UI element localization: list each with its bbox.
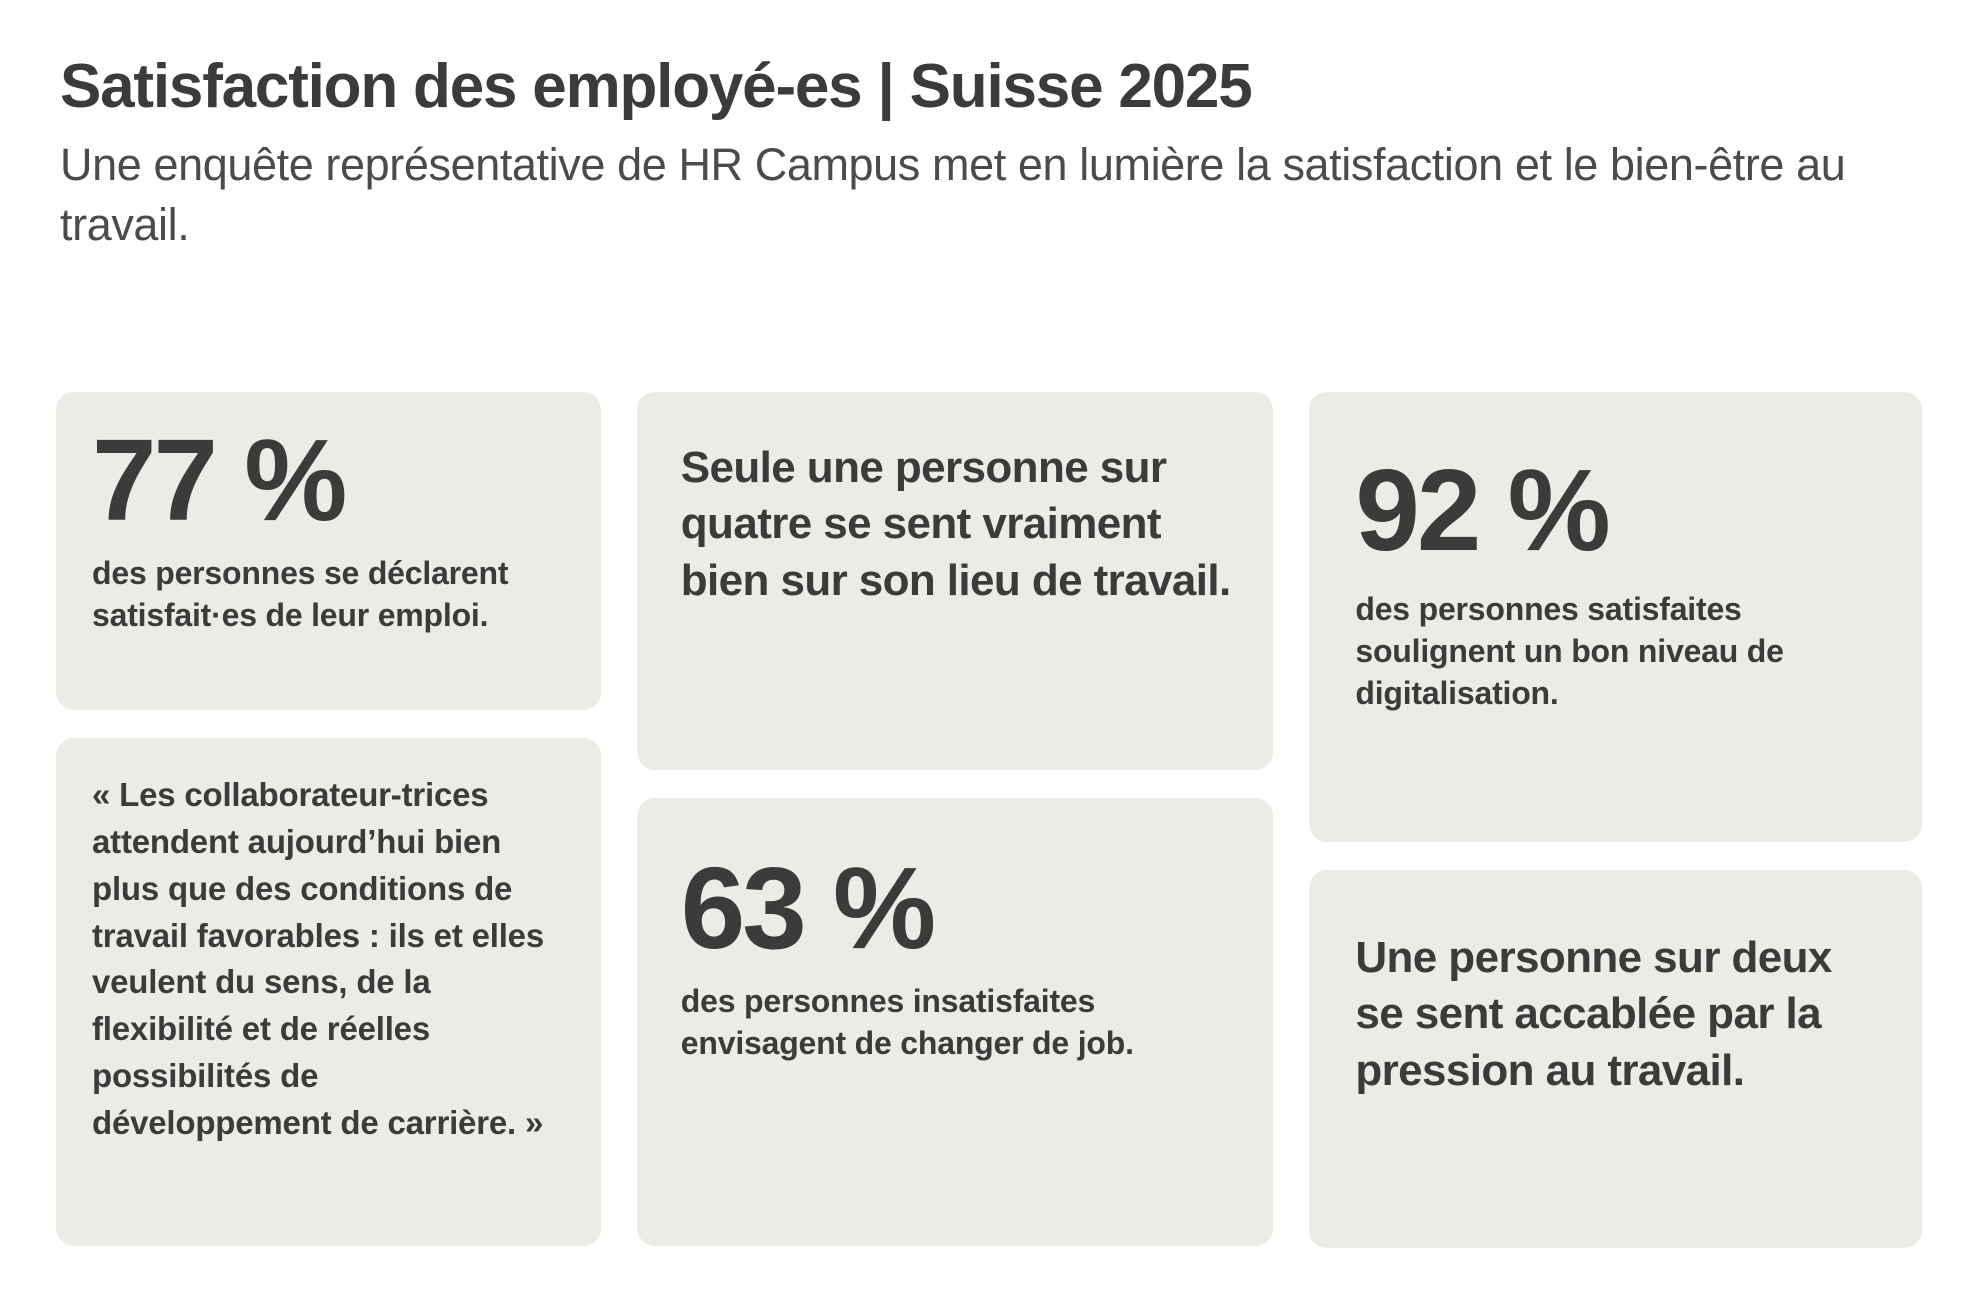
card-one-in-four xyxy=(637,392,1274,770)
card-digitalisation-value: 92 % xyxy=(1355,445,1608,575)
card-quote xyxy=(56,738,601,1246)
card-satisfied-caption: des personnes se déclarent satisfait·es de leur emploi. xyxy=(92,555,509,634)
stat-card-grid xyxy=(56,392,1922,1248)
card-digitalisation-caption: des personnes satisfaites soulignent un bon niveau de digitalisation. xyxy=(1355,591,1784,712)
card-quote-text: « Les collaborateur-trices attendent aujourd’hui bien plus que des conditions de travail favorables : ils et elles veulent du sens, de la flexibilité et de réelles possibilités de développement de carrière. » xyxy=(92,776,544,1142)
card-pressure-text: Une personne sur deux se sent accablée par la pression au travail. xyxy=(1355,933,1832,1095)
card-satisfied xyxy=(56,392,601,710)
card-job-change-caption: des personnes insatisfaites envisagent de changer de job. xyxy=(680,983,1134,1062)
card-one-in-four-text: Seule une personne sur quatre se sent vraiment bien sur son lieu de travail. xyxy=(680,443,1231,605)
page-subtitle: Une enquête représentative de HR Campus met en lumière la satisfaction et le bien-être au travail. xyxy=(60,139,1846,250)
grid-column-right xyxy=(1309,392,1922,1248)
grid-column-middle xyxy=(637,392,1274,1248)
grid-column-left xyxy=(56,392,601,1248)
card-digitalisation xyxy=(1309,392,1922,842)
card-job-change xyxy=(637,798,1274,1246)
card-job-change-value: 63 % xyxy=(680,843,934,973)
page-title: Satisfaction des employé-es | Suisse 2025 xyxy=(60,52,1252,121)
card-satisfied-value: 77 % xyxy=(92,415,345,545)
card-pressure xyxy=(1309,870,1922,1248)
